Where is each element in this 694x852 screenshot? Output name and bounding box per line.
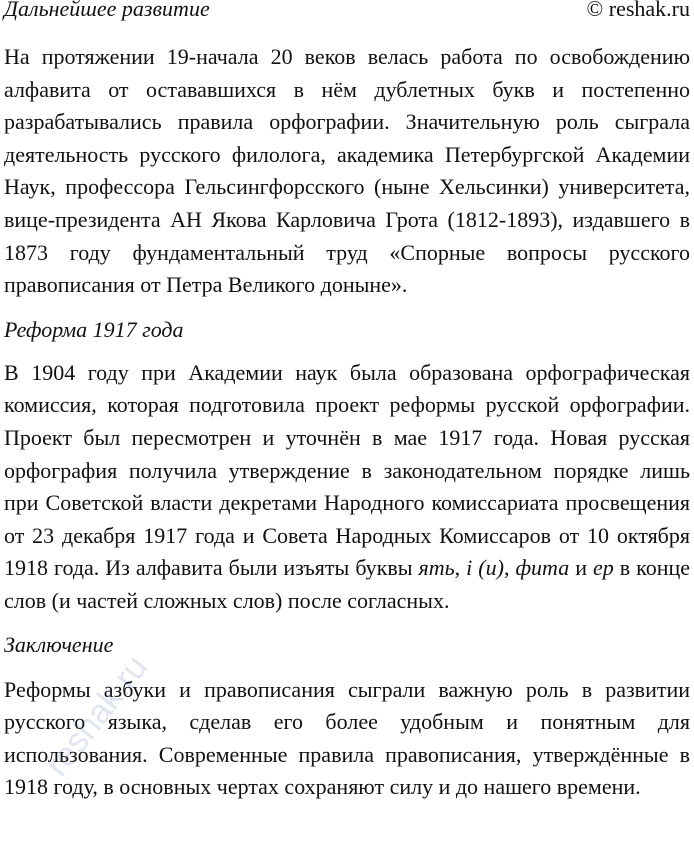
heading-reform-1917: Реформа 1917 года: [4, 316, 184, 342]
page-header: [4, 0, 690, 26]
paragraph-development: На протяжении 19-начала 20 веков велась работа по освобождению алфавита от остававшихся в нём дублетных букв и постепенно разрабатывались правила орфографии. Значительную роль сыграла деятельность русского филолога, академика Петербургской Академии Наук, профессора Гельсингфорсского (ныне Хельсинки) университета, вице-президента АН Якова Карловича Грота (1812-1893), издавшего в 1873 году фундаментальный труд «Спорные вопросы русского правописания от Петра Великого доныне».: [4, 44, 690, 298]
paragraph-reform: [4, 357, 690, 618]
separator: ,: [503, 555, 516, 581]
document-page: [4, 0, 690, 804]
paragraph-conclusion: Реформы азбуки и правописания сыграли важную роль в развитии русского языка, сделав его более удобным и понятным для использования. Современные правила правописания, утверждённые в 1918 году, в основных чертах сохраняют силу и до нашего времени.: [4, 676, 690, 800]
reform-text-after: в конце слов (и частей сложных слов) после согласных.: [4, 555, 691, 613]
reform-text-before: В 1904 году при Академии наук была образована орфографическая комиссия, которая подготовила проект реформы русской орфографии. Проект был пересмотрен и уточнён в мае 1917 года. Новая русская орфография получила утверждение в законодательном порядке лишь при Советской власти декретами Народного комиссариата просвещения от 23 декабря 1917 года и Совета Народных Комиссаров от 10 октября 1918 года. Из алфавита были изъяты буквы: [4, 359, 690, 581]
copyright-label: © reshak.ru: [586, 0, 690, 21]
heading-conclusion: Заключение: [4, 631, 114, 657]
letter-er: ер: [592, 555, 614, 581]
letter-yat: ять: [418, 555, 455, 581]
letter-fita: фита: [515, 555, 570, 581]
separator: ,: [454, 555, 467, 581]
letter-i: і (и): [466, 555, 504, 581]
watermark-logo: reshak.ru: [38, 648, 156, 784]
separator: и: [569, 555, 593, 581]
section-title: Дальнейшее развитие: [4, 0, 210, 21]
